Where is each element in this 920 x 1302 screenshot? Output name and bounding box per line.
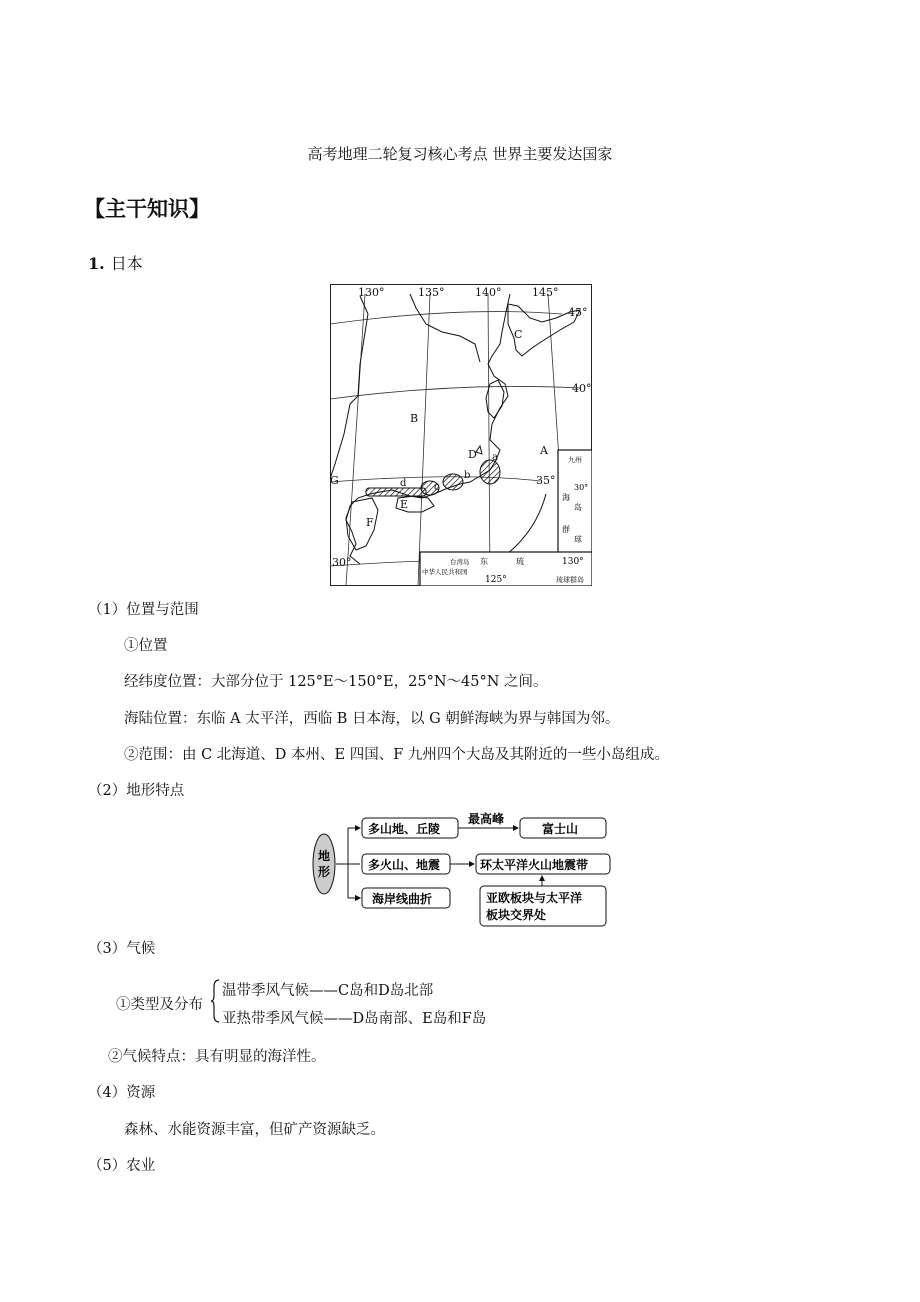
section-1-sea-land: 海陆位置：东临 A 太平洋，西临 B 日本海，以 G 朝鲜海峡为界与韩国为邻。 [124,711,620,727]
svg-text:琉球群岛: 琉球群岛 [556,576,584,584]
flow-box-coast: 海岸线曲折 [372,892,433,906]
svg-text:F: F [366,516,374,529]
svg-text:d: d [400,478,407,489]
climate-line-2: 亚热带季风气候——D岛南部、E岛和F岛 [222,1011,487,1027]
svg-text:135°: 135° [418,286,445,299]
svg-text:45°: 45° [568,306,588,319]
brace-icon [210,979,220,1023]
section-1-lonlat: 经纬度位置：大部分位于 125°E～150°E，25°N～45°N 之间。 [124,674,548,690]
section-2-heading: （2）地形特点 [88,783,185,799]
climate-line-1: 温带季风气候——C岛和D岛北部 [222,983,434,999]
section-1-position-label: ①位置 [124,638,168,654]
svg-text:c: c [434,482,440,493]
svg-text:125°: 125° [485,575,507,585]
flow-root-2: 形 [318,865,331,879]
flow-box-plate-2: 板块交界处 [486,908,547,922]
svg-text:岛: 岛 [574,503,582,512]
section-1-range: ②范围：由 C 北海道、D 本州、E 四国、F 九州四个大岛及其附近的一些小岛组成。 [124,747,669,763]
flow-box-volcano: 多火山、地震 [368,858,441,872]
svg-text:群: 群 [562,525,570,534]
svg-text:30°: 30° [332,556,352,569]
section-4-text: 森林、水能资源丰富，但矿产资源缺乏。 [124,1122,385,1138]
svg-text:A: A [540,444,548,457]
climate-feature: ②气候特点：具有明显的海洋性。 [108,1049,326,1065]
heading-japan [88,251,143,274]
svg-text:130°: 130° [358,286,385,299]
svg-text:b: b [464,470,471,481]
climate-type-label: ①类型及分布 [116,997,203,1013]
svg-text:40°: 40° [572,382,592,395]
terrain-flowchart [310,808,616,930]
flow-box-mountains: 多山地、丘陵 [368,822,441,836]
flow-box-plate-1: 亚欧板块与太平洋 [486,891,583,905]
svg-text:台湾岛: 台湾岛 [450,558,470,566]
svg-text:D: D [468,448,477,461]
svg-text:C: C [514,328,523,341]
svg-text:35°: 35° [536,474,556,487]
svg-text:东: 东 [480,557,488,566]
svg-text:a: a [492,452,498,463]
flow-root-1: 地 [318,849,331,863]
section-heading: 【主干知识】 [84,197,210,221]
flow-box-ring: 环太平洋火山地震带 [480,858,589,872]
section-1-heading: （1）位置与范围 [88,602,199,618]
svg-text:140°: 140° [475,286,502,299]
heading-text: 日本 [110,254,143,273]
svg-text:E: E [400,498,409,511]
japan-map [330,284,592,586]
flow-box-fuji: 富士山 [542,822,579,836]
section-4-heading: （4）资源 [88,1085,156,1101]
svg-text:B: B [410,412,419,425]
flow-arrow-label: 最高峰 [468,812,505,826]
svg-text:球: 球 [574,535,582,544]
svg-text:九州: 九州 [568,456,582,464]
svg-text:145°: 145° [532,286,559,299]
svg-text:G: G [330,474,339,487]
svg-text:中华人民共和国: 中华人民共和国 [422,568,468,576]
svg-text:130°: 130° [562,557,584,567]
svg-text:海: 海 [562,493,570,502]
svg-text:30°: 30° [574,483,589,492]
document-title: 高考地理二轮复习核心考点 世界主要发达国家 [307,145,613,163]
section-5-heading: （5）农业 [88,1158,156,1174]
heading-number: 1. [88,254,105,273]
section-3-heading: （3）气候 [88,941,156,957]
svg-text:琉: 琉 [516,557,524,566]
